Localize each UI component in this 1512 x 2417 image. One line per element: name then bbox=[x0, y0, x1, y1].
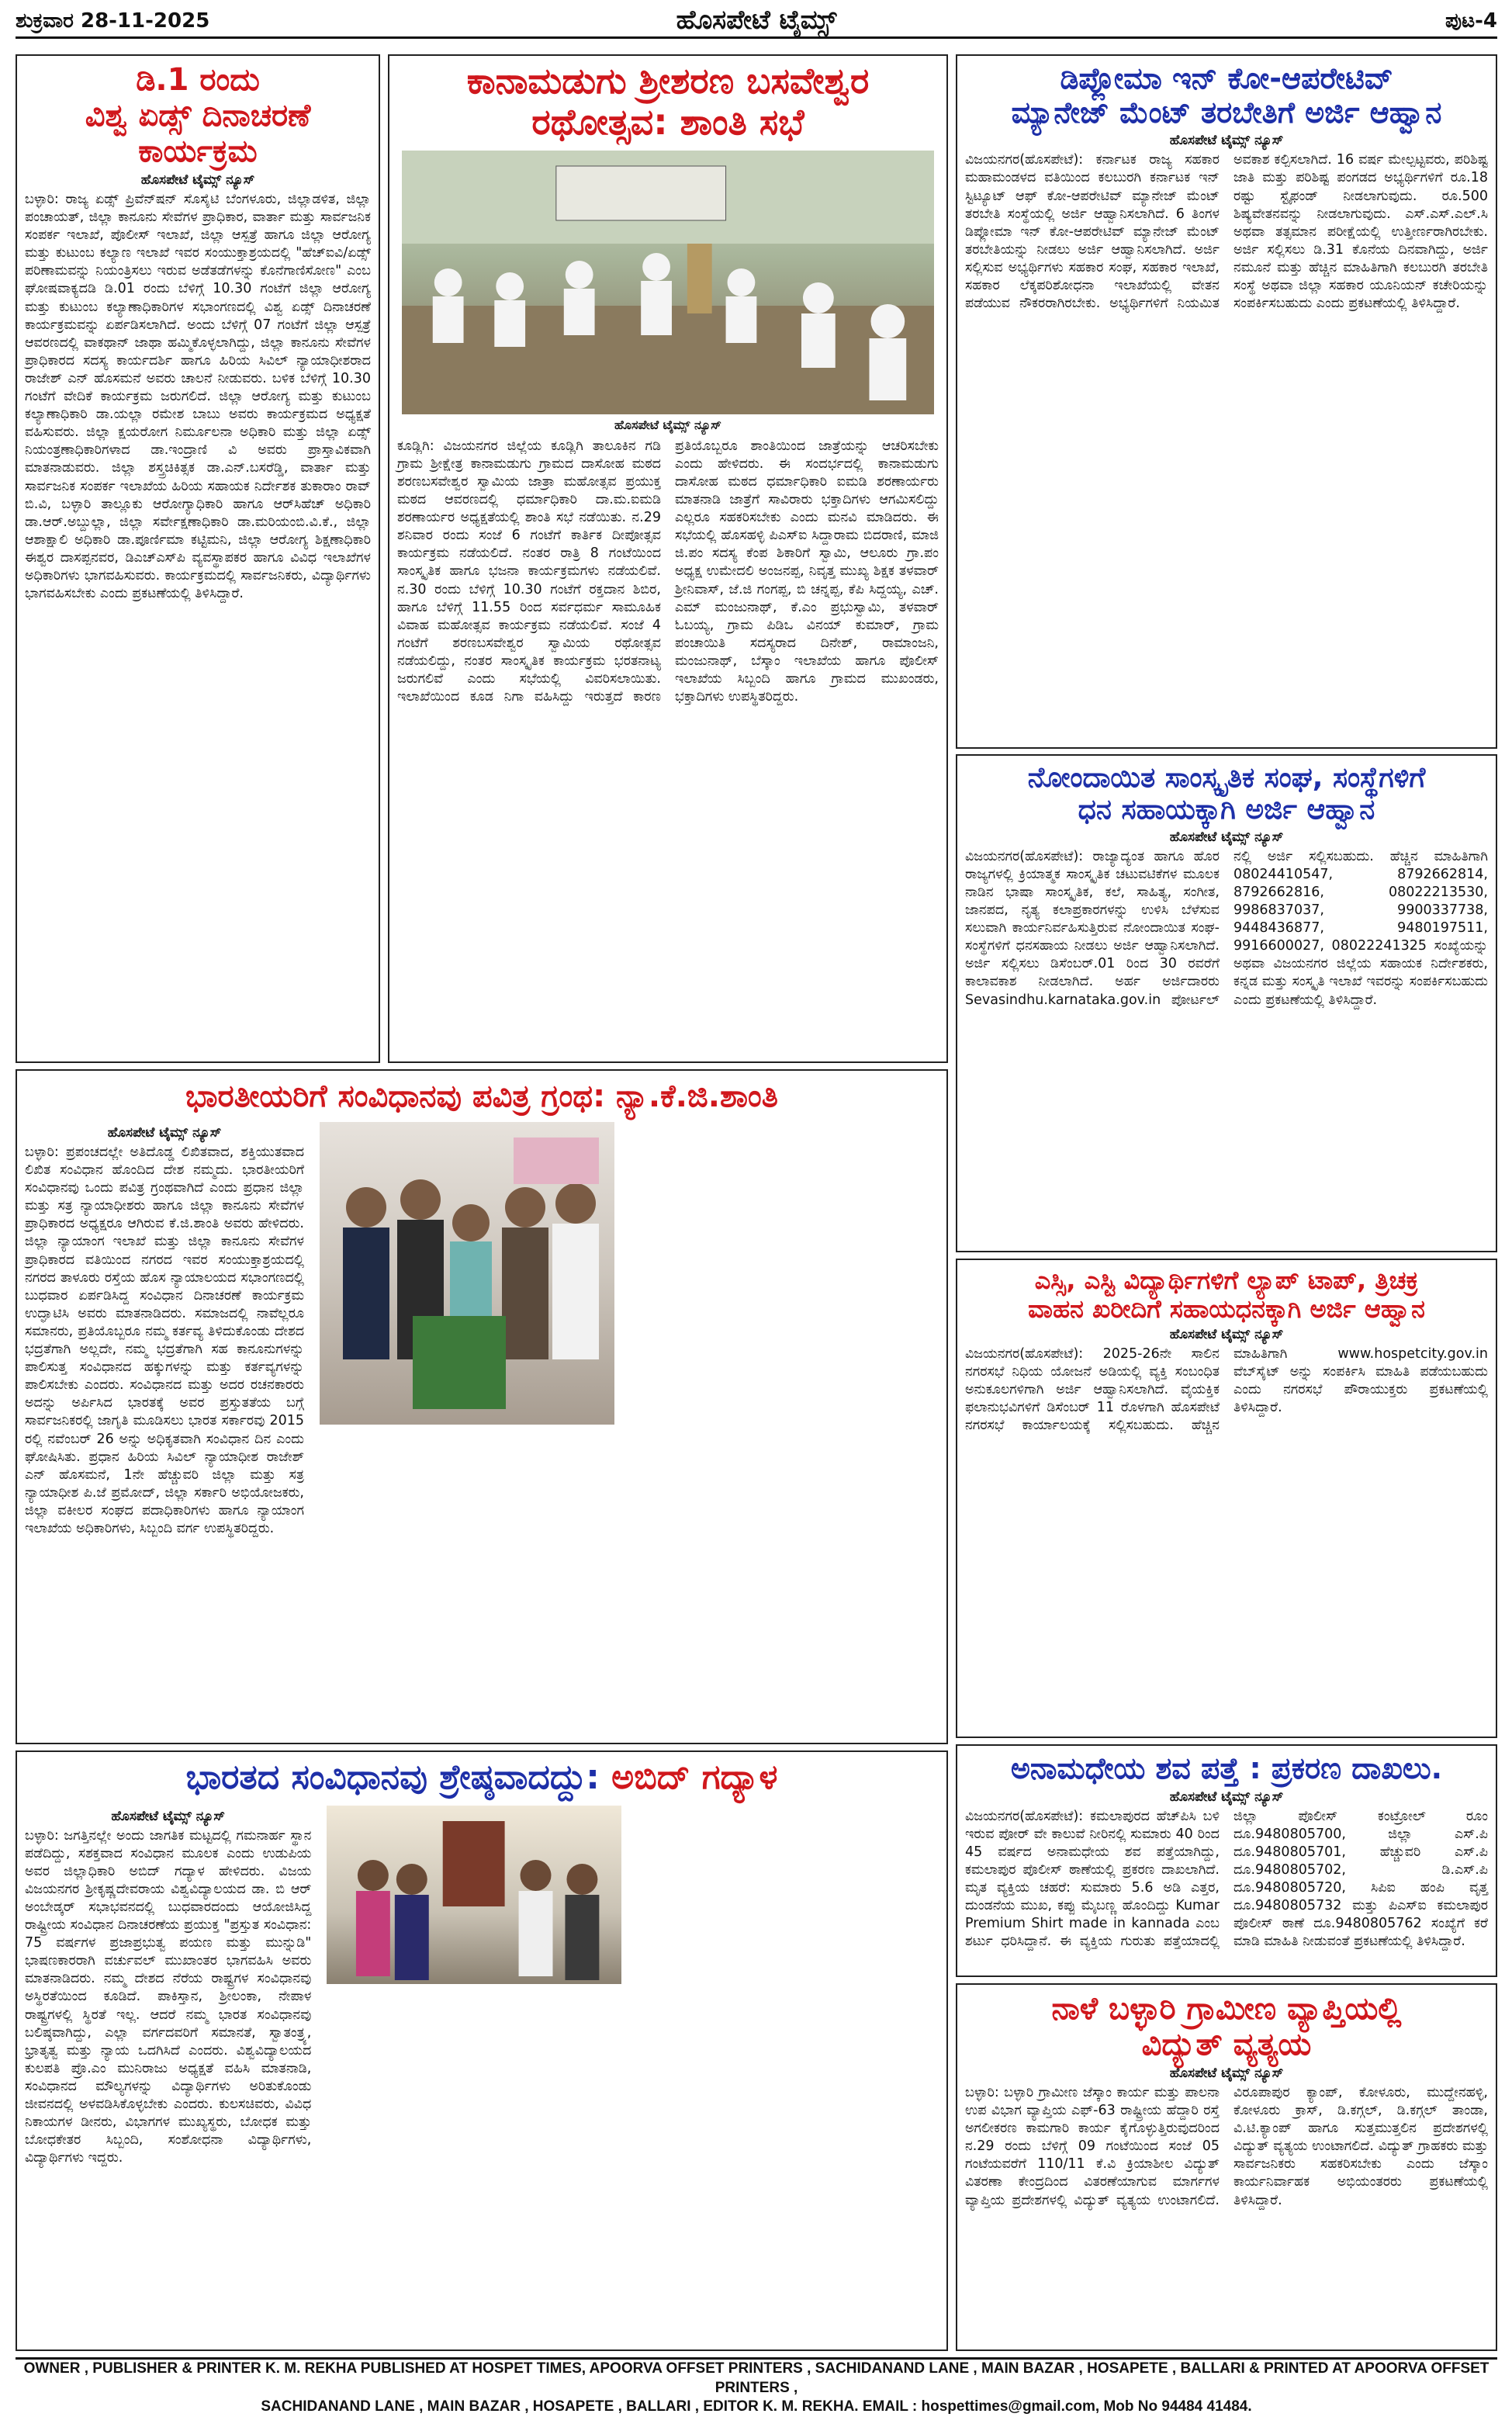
imprint-line: OWNER , PUBLISHER & PRINTER K. M. REKHA PUBLISHED AT HOSPET TIMES, APOORVA OFFSET PRINTERS , SACHIDANAND LANE , MAIN BAZAR , HOSAPETE , BALLARI & PRINTED AT APOORVA OFFSET PRINTERS , bbox=[23, 2360, 1490, 2396]
article-diploma bbox=[956, 54, 1497, 749]
byline: ಹೊಸಪೇಟೆ ಟೈಮ್ಸ್ ನ್ಯೂಸ್ bbox=[140, 172, 255, 188]
article-headline: ವಿಶ್ವ ಏಡ್ಸ್ ದಿನಾಚರಣೆ bbox=[85, 98, 311, 133]
article-body: ವಿಜಯನಗರ(ಹೊಸಪೇಟೆ): 2025-26ನೇ ಸಾಲಿನ ನಗರಸಭೆ ನಿಧಿಯ ಯೋಜನೆ ಅಡಿಯಲ್ಲಿ ವ್ಯಕ್ತಿ ಸಂಬಂಧಿತ ಅನುಕೂಲಗಳಿಗಾಗಿ ಅರ್ಜಿ ಆಹ್ವಾನಿಸಲಾಗಿದೆ. ವೈಯಕ್ತಿಕ ಫಲಾನುಭವಿಗಳಿಗೆ ಡಿಸೆಂಬರ್ 11 ರೊಳಗಾಗಿ ಹೊಸಪೇಟೆ ನಗರಸಭೆ ಕಾರ್ಯಾಲಯಕ್ಕೆ ಸಲ್ಲಿಸಬಹುದು. ಹೆಚ್ಚಿನ ಮಾಹಿತಿಗಾಗಿ www.hospetcity.gov.in ವೆಬ್‌ಸೈಟ್ ಅನ್ನು ಸಂಪರ್ಕಿಸಿ ಮಾಹಿತಿ ಪಡೆಯಬಹುದು ಎಂದು ನಗರಸಭೆ ಪೌರಾಯುಕ್ತರು ಪ್ರಕಟಣೆಯಲ್ಲಿ ತಿಳಿಸಿದ್ದಾರೆ. bbox=[965, 1345, 1488, 1433]
article-body: ಬಳ್ಳಾರಿ: ರಾಜ್ಯ ಏಡ್ಸ್ ಪ್ರಿವೆನ್‌ಷನ್ ಸೊಸೈಟಿ ಬೆಂಗಳೂರು, ಜಿಲ್ಲಾಡಳಿತ, ಜಿಲ್ಲಾ ಪಂಚಾಯತ್, ಜಿಲ್ಲಾ ಕಾನೂನು ಸೇವೆಗಳ ಪ್ರಾಧಿಕಾರ, ವಾರ್ತಾ ಮತ್ತು ಸಾರ್ವಜನಿಕ ಸಂಪರ್ಕ ಇಲಾಖೆ, ಪೊಲೀಸ್ ಇಲಾಖೆ, ಜಿಲ್ಲಾ ಆಸ್ಪತ್ರೆ ಹಾಗೂ ಜಿಲ್ಲಾ ಆರೋಗ್ಯ ಮತ್ತು ಕುಟುಂಬ ಕಲ್ಯಾಣ ಇಲಾಖೆ ಇವರ ಸಂಯುಕ್ತಾಶ್ರಯದಲ್ಲಿ "ಹೆಚ್‌ಐವಿ/ಏಡ್ಸ್ ಪರಿಣಾಮವನ್ನು ನಿಯಂತ್ರಿಸಲು ಇರುವ ಅಡೆತಡೆಗಳನ್ನು ಕೊನೆಗಾಣಿಸೋಣ" ಎಂಬ ಘೋಷವಾಕ್ಯದಡಿ ಡಿ.01 ರಂದು ಬೆಳಿಗ್ಗೆ 10.30 ಗಂಟೆಗೆ ಜಿಲ್ಲಾ ಆರೋಗ್ಯ ಮತ್ತು ಕುಟುಂಬ ಕಲ್ಯಾಣಾಧಿಕಾರಿಗಳ ಸಭಾಂಗಣದಲ್ಲಿ ವಿಶ್ವ ಏಡ್ಸ್ ದಿನಾಚರಣೆ ಕಾರ್ಯಕ್ರಮವನ್ನು ಏರ್ಪಡಿಸಲಾಗಿದೆ. ಅಂದು ಬೆಳಿಗ್ಗೆ 07 ಗಂಟೆಗೆ ಜಿಲ್ಲಾ ಆಸ್ಪತ್ರೆ ಆವರಣದಲ್ಲಿ ವಾಕಥಾನ್ ಜಾಥಾ ಹಮ್ಮಿಕೊಳ್ಳಲಾಗಿದ್ದು, ಜಿಲ್ಲಾ ಕಾನೂನು ಸೇವೆಗಳ ಪ್ರಾಧಿಕಾರದ ಸದಸ್ಯ ಕಾರ್ಯದರ್ಶಿ ಹಾಗೂ ಹಿರಿಯ ಸಿವಿಲ್ ನ್ಯಾಯಾಧೀಶರಾದ ರಾಜೇಶ್ ಎನ್ ಹೊಸಮನೆ ಅವರು ಚಾಲನೆ ನೀಡುವರು. ಬಳಿಕ ಬೆಳಿಗ್ಗೆ 10.30 ಗಂಟೆಗೆ ವೇದಿಕೆ ಕಾರ್ಯಕ್ರಮ ಜರುಗಲಿದೆ. ಜಿಲ್ಲಾ ಆರೋಗ್ಯ ಮತ್ತು ಕುಟುಂಬ ಕಲ್ಯಾಣಾಧಿಕಾರಿ ಡಾ.ಯಲ್ಲಾ ರಮೇಶ ಬಾಬು ಅವರು ಕಾರ್ಯಕ್ರಮದ ಅಧ್ಯಕ್ಷತೆ ವಹಿಸುವರು. ಜಿಲ್ಲಾ ಕ್ಷಯರೋಗ ನಿರ್ಮೂಲನಾ ಅಧಿಕಾರಿ ಮತ್ತು ಜಿಲ್ಲಾ ಏಡ್ಸ್ ನಿಯಂತ್ರಣಾಧಿಕಾರಿಗಳಾದ ಡಾ.ಇಂದ್ರಾಣಿ ವಿ ಅವರು ಪ್ರಾಸ್ತಾವಿಕವಾಗಿ ಮಾತನಾಡುವರು. ಜಿಲ್ಲಾ ಶಸ್ತ್ರಚಿಕಿತ್ಸಕ ಡಾ.ಎನ್.ಬಸರೆಡ್ಡಿ, ವಾರ್ತಾ ಮತ್ತು ಸಾರ್ವಜನಿಕ ಸಂಪರ್ಕ ಇಲಾಖೆಯ ಹಿರಿಯ ಸಹಾಯಕ ನಿರ್ದೇಶಕ ತುಕಾರಾಂ ರಾವ್ ಬಿ.ವಿ, ಬಳ್ಳಾರಿ ತಾಲ್ಲೂಕು ಆರೋಗ್ಯಾಧಿಕಾರಿ ಹಾಗೂ ಆರ್‌ಸಿಹೆಚ್ ಅಧಿಕಾರಿ ಡಾ.ಆರ್.ಅಬ್ದುಲ್ಲಾ, ಜಿಲ್ಲಾ ಸರ್ವೇಕ್ಷಣಾಧಿಕಾರಿ ಡಾ.ಮರಿಯಂಬಿ.ವಿ.ಕೆ., ಜಿಲ್ಲಾ ಆಶಾಕ್ಷಾಲಿ ಅಧಿಕಾರಿ ಡಾ.ಪೂರ್ಣಿಮಾ ಕಟ್ಟಿಮನಿ, ಜಿಲ್ಲಾ ಆರೋಗ್ಯ ಶಿಕ್ಷಣಾಧಿಕಾರಿ ಈಶ್ವರ ದಾಸಪ್ಪನವರ, ಡಿಎಚ್‌ಎಸ್‌ಪಿ ವ್ಯವಸ್ಥಾಪಕರ ಹಾಗೂ ವಿವಿಧ ಇಲಾಖೆಗಳ ಅಧಿಕಾರಿಗಳು ಭಾಗವಹಿಸುವರು. ಕಾರ್ಯಕ್ರಮದಲ್ಲಿ ಸಾರ್ವಜನಿಕರು, ವಿದ್ಯಾರ್ಥಿಗಳು ಭಾಗವಹಿಸಬೇಕು ಎಂದು ಪ್ರಕಟಣೆಯಲ್ಲಿ ತಿಳಿಸಿದ್ದಾರೆ. bbox=[25, 192, 371, 602]
article-cultural-grant bbox=[956, 754, 1497, 1252]
article-headline: ನಾಳೆ ಬಳ್ಳಾರಿ ಗ್ರಾಮೀಣ ವ್ಯಾಪ್ತಿಯಲ್ಲಿ bbox=[1051, 1991, 1402, 2027]
byline: ಹೊಸಪೇಟೆ ಟೈಮ್ಸ್ ನ್ಯೂಸ್ bbox=[1169, 1789, 1284, 1805]
article-headline: ವಿದ್ಯುತ್ ವ್ಯತ್ಯಯ bbox=[1141, 2027, 1312, 2062]
imprint-footer bbox=[16, 2357, 1497, 2415]
meeting-photo bbox=[402, 151, 934, 414]
page-number: ಪುಟ-4 bbox=[1445, 9, 1497, 33]
newspaper-title: ಹೊಸಪೇಟೆ ಟೈಮ್ಸ್ bbox=[676, 5, 837, 36]
article-headline: ವಾಹನ ಖರೀದಿಗೆ ಸಹಾಯಧನಕ್ಕಾಗಿ ಅರ್ಜಿ ಆಹ್ವಾನ bbox=[1028, 1293, 1425, 1324]
photo-caption: ಹೊಸಪೇಟೆ ಟೈಮ್ಸ್ ನ್ಯೂಸ್ bbox=[614, 417, 721, 432]
university-event-photo bbox=[327, 1806, 621, 1984]
article-headline: ಡಿ.1 ರಂದು bbox=[136, 62, 260, 98]
article-laptop-subsidy bbox=[956, 1259, 1497, 1738]
article-body: ಬಳ್ಳಾರಿ: ಜಗತ್ತಿನಲ್ಲೇ ಅಂದು ಜಾಗತಿಕ ಮಟ್ಟದಲ್ಲಿ ಗಮನಾರ್ಹ ಸ್ಥಾನ ಪಡೆದಿದ್ದು, ಸಶಕ್ತವಾದ ಸಂವಿಧಾನ ಮೂಲಕ ಎಂದು ಉಡುಪಿಯ ಅವರ ಜಿಲ್ಲಾಧಿಕಾರಿ ಅಬಿದ್ ಗದ್ಯಾಳ ಹೇಳಿದರು. ವಿಜಯ ವಿಜಯನಗರ ಶ್ರೀಕೃಷ್ಣದೇವರಾಯ ವಿಶ್ವವಿದ್ಯಾಲಯದ ಡಾ. ಬಿ ಆರ್ ಅಂಬೇಡ್ಕರ್ ಸಭಾಭವನದಲ್ಲಿ ಬುಧವಾರದಂದು ಆಯೋಜಿಸಿದ್ದ ರಾಷ್ಟ್ರೀಯ ಸಂವಿಧಾನ ದಿನಾಚರಣೆಯ ಪ್ರಯುಕ್ತ "ಪ್ರಸ್ತುತ ಸಂವಿಧಾನ: 75 ವರ್ಷಗಳ ಪ್ರಜಾಪ್ರಭುತ್ವ ಪಯಣ ಮತ್ತು ಮುನ್ನುಡಿ" ಭಾಷಣಕಾರರಾಗಿ ವರ್ಚುವಲ್ ಮುಖಾಂತರ ಭಾಗವಹಿಸಿ ಅವರು ಮಾತನಾಡಿದರು. ನಮ್ಮ ದೇಶದ ನೆರೆಯ ರಾಷ್ಟ್ರಗಳ ಸಂವಿಧಾನವು ಅಸ್ಥಿರತೆಯಿಂದ ಕೂಡಿದೆ. ಪಾಕಿಸ್ತಾನ, ಶ್ರೀಲಂಕಾ, ನೇಪಾಳ ರಾಷ್ಟ್ರಗಳಲ್ಲಿ ಸ್ಥಿರತೆ ಇಲ್ಲ. ಆದರೆ ನಮ್ಮ ಭಾರತ ಸಂವಿಧಾನವು ಬಲಿಷ್ಠವಾಗಿದ್ದು, ಎಲ್ಲಾ ವರ್ಗದವರಿಗೆ ಸಮಾನತೆ, ಸ್ವಾತಂತ್ರ್ಯ, ಭ್ರಾತೃತ್ವ ಮತ್ತು ನ್ಯಾಯ ಒದಗಿಸಿದೆ ಎಂದರು. ವಿಶ್ವವಿದ್ಯಾಲಯದ ಕುಲಪತಿ ಪ್ರೊ.ಎಂ ಮುನಿರಾಜು ಅಧ್ಯಕ್ಷತೆ ವಹಿಸಿ ಮಾತನಾಡಿ, ಸಂವಿಧಾನದ ಮೌಲ್ಯಗಳನ್ನು ವಿದ್ಯಾರ್ಥಿಗಳು ಅರಿತುಕೊಂಡು ಜೀವನದಲ್ಲಿ ಅಳವಡಿಸಿಕೊಳ್ಳಬೇಕು ಎಂದರು. ಕುಲಸಚಿವರು, ವಿವಿಧ ನಿಕಾಯಗಳ ಡೀನರು, ವಿಭಾಗಗಳ ಮುಖ್ಯಸ್ಥರು, ಬೋಧಕ ಮತ್ತು ಬೋಧಕೇತರ ಸಿಬ್ಬಂದಿ, ಸಂಶೋಧನಾ ವಿದ್ಯಾರ್ಥಿಗಳು, ವಿದ್ಯಾರ್ಥಿಗಳು ಇದ್ದರು. bbox=[25, 1827, 312, 2166]
byline: ಹೊಸಪೇಟೆ ಟೈಮ್ಸ್ ನ್ಯೂಸ್ bbox=[107, 1125, 222, 1141]
article-constitution-shanthi bbox=[16, 1069, 948, 1744]
article-body: ವಿಜಯನಗರ(ಹೊಸಪೇಟೆ): ಕರ್ನಾಟಕ ರಾಜ್ಯ ಸಹಕಾರ ಮಹಾಮಂಡಳದ ವತಿಯಿಂದ ಕಲಬುರಗಿ ಕರ್ನಾಟಕ ಇನ್ ಸ್ಟಿಟ್ಯೂಟ್ ಆಫ್ ಕೋ-ಆಪರೇಟಿವ್ ಮ್ಯಾನೇಜ್ ಮೆಂಟ್ ತರಬೇತಿ ಸಂಸ್ಥೆಯಲ್ಲಿ ಅರ್ಜಿ ಆಹ್ವಾನಿಸಲಾಗಿದೆ. 6 ತಿಂಗಳ ಡಿಪ್ಲೋಮಾ ಇನ್ ಕೋ-ಆಪರೇಟಿವ್ ಮ್ಯಾನೇಜ್ ಮೆಂಟ್ ತರಬೇತಿಯನ್ನು ನೀಡಲು ಅರ್ಜಿ ಆಹ್ವಾನಿಸಲಾಗಿದೆ. ಅರ್ಜಿ ಸಲ್ಲಿಸುವ ಅಭ್ಯರ್ಥಿಗಳು ಸಹಕಾರ ಸಂಘ, ಸಹಕಾರ ಇಲಾಖೆ, ಸಹಕಾರ ಲೆಕ್ಕಪರಿಶೋಧನಾ ಇಲಾಖೆಯಲ್ಲಿ ವೇತನ ಪಡೆಯುವ ನೌಕರರಾಗಿರಬೇಕು. ಅಭ್ಯರ್ಥಿಗಳಿಗೆ ನಿಯಮಿತ ಅವಕಾಶ ಕಲ್ಪಿಸಲಾಗಿದೆ. 16 ವರ್ಷ ಮೇಲ್ಪಟ್ಟವರು, ಪರಿಶಿಷ್ಟ ಜಾತಿ ಮತ್ತು ಪರಿಶಿಷ್ಟ ಪಂಗಡದ ಅಭ್ಯರ್ಥಿಗಳಿಗೆ ರೂ.18 ರಷ್ಟು ಸ್ಟೈಫಂಡ್ ನೀಡಲಾಗುವುದು. ರೂ.500 ಶಿಷ್ಯವೇತನವನ್ನು ನೀಡಲಾಗುವುದು. ಎಸ್.ಎಸ್.ಎಲ್.ಸಿ ಅಥವಾ ತತ್ಸಮಾನ ಪರೀಕ್ಷೆಯಲ್ಲಿ ಉತ್ತೀರ್ಣರಾಗಿರಬೇಕು. ಅರ್ಜಿ ಸಲ್ಲಿಸಲು ಡಿ.31 ಕೊನೆಯ ದಿನವಾಗಿದ್ದು, ಅರ್ಜಿ ನಮೂನೆ ಮತ್ತು ಹೆಚ್ಚಿನ ಮಾಹಿತಿಗಾಗಿ ಕಲಬುರಗಿ ತರಬೇತಿ ಸಂಸ್ಥೆ ಅಥವಾ ಜಿಲ್ಲಾ ಸಹಕಾರ ಯೂನಿಯನ್ ಕಚೇರಿಯನ್ನು ಸಂಪರ್ಕಿಸಬಹುದು ಎಂದು ಪ್ರಕಟಣೆಯಲ್ಲಿ ತಿಳಿಸಿದ್ದಾರೆ. bbox=[965, 152, 1488, 312]
article-constitution-abid bbox=[16, 1750, 948, 2351]
issue-date: ಶುಕ್ರವಾರ 28-11-2025 bbox=[16, 9, 210, 33]
article-body: ಕೂಡ್ಲಿಗಿ: ವಿಜಯನಗರ ಜಿಲ್ಲೆಯ ಕೂಡ್ಲಿಗಿ ತಾಲೂಕಿನ ಗಡಿ ಗ್ರಾಮ ಶ್ರೀಕ್ಷೇತ್ರ ಕಾನಾಮಡುಗು ಗ್ರಾಮದ ದಾಸೋಹ ಮಠದ ಶರಣಬಸವೇಶ್ವರ ಸ್ವಾಮಿಯ ಜಾತ್ರಾ ಮಹೋತ್ಸವ ಪ್ರಯುಕ್ತ ಮಠದ ಆವರಣದಲ್ಲಿ ಧರ್ಮಾಧಿಕಾರಿ ದಾ.ಮ.ಐಮಡಿ ಶರಣಾರ್ಯರ ಅಧ್ಯಕ್ಷತೆಯಲ್ಲಿ ಶಾಂತಿ ಸಭೆ ನಡೆಯಿತು. ನ.29 ಶನಿವಾರ ರಂದು ಸಂಜೆ 6 ಗಂಟೆಗೆ ಕಾರ್ತಿಕ ದೀಪೋತ್ಸವ ಕಾರ್ಯಕ್ರಮ ನಡೆಯಲಿದೆ. ನಂತರ ರಾತ್ರಿ 8 ಗಂಟೆಯಿಂದ ಸಾಂಸ್ಕೃತಿಕ ಹಾಗೂ ಭಜನಾ ಕಾರ್ಯಕ್ರಮಗಳು ನಡೆಯಲಿವೆ. ನ.30 ರಂದು ಬೆಳಿಗ್ಗೆ 10.30 ಗಂಟೆಗೆ ರಕ್ತದಾನ ಶಿಬಿರ, ಹಾಗೂ ಬೆಳಿಗ್ಗೆ 11.55 ರಿಂದ ಸರ್ವಧರ್ಮ ಸಾಮೂಹಿಕ ವಿವಾಹ ಮಹೋತ್ಸವ ಕಾರ್ಯಕ್ರಮ ನಡೆಯಲಿವೆ. ಸಂಜೆ 4 ಗಂಟೆಗೆ ಶರಣಬಸವೇಶ್ವರ ಸ್ವಾಮಿಯ ರಥೋತ್ಸವ ನಡೆಯಲಿದ್ದು, ನಂತರ ಸಾಂಸ್ಕೃತಿಕ ಕಾರ್ಯಕ್ರಮ ಭರತನಾಟ್ಯ ಜರುಗಲಿವೆ ಎಂದು ಸಭೆಯಲ್ಲಿ ವಿವರಿಸಲಾಯಿತು. ಇಲಾಖೆಯಿಂದ ಕೂಡ ನಿಗಾ ವಹಿಸಿದ್ದು ಇರುತ್ತದೆ ಕಾರಣ ಪ್ರತಿಯೊಬ್ಬರೂ ಶಾಂತಿಯಿಂದ ಜಾತ್ರೆಯನ್ನು ಆಚರಿಸಬೇಕು ಎಂದು ಹೇಳಿದರು. ಈ ಸಂದರ್ಭದಲ್ಲಿ ಕಾನಾಮಡುಗು ದಾಸೋಹ ಮಠದ ಧರ್ಮಾಧಿಕಾರಿ ಐಮಡಿ ಶರಣಾರ್ಯರು ಮಾತನಾಡಿ ಜಾತ್ರೆಗೆ ಸಾವಿರಾರು ಭಕ್ತಾದಿಗಳು ಆಗಮಿಸಲಿದ್ದು ಎಲ್ಲರೂ ಸಹಕರಿಸಬೇಕು ಎಂದು ಮನವಿ ಮಾಡಿದರು. ಈ ಸಭೆಯಲ್ಲಿ ಹೊಸಹಳ್ಳಿ ಪಿಎಸ್‌ಐ ಸಿದ್ದಾರಾಮ ಬಿದರಾಣಿ, ಮಾಜಿ ಜಿ.ಪಂ ಸದಸ್ಯ ಕೆಂಪ ಶಿಕಾರಿಗೆ ಸ್ವಾಮಿ, ಆಲೂರು ಗ್ರಾ.ಪಂ ಅಧ್ಯಕ್ಷ ಉಮೇದಲಿ ಅಂಜನಪ್ಪ, ನಿವೃತ್ತ ಮುಖ್ಯ ಶಿಕ್ಷಕ ತಳವಾರ್ ಶ್ರೀನಿವಾಸ್, ಜೆ.ಜಿ ಗಂಗಪ್ಪ, ಬಿ ಚನ್ನಪ್ಪ, ಕೆಪಿ ಸಿದ್ದಯ್ಯ, ಎಚ್. ಎಮ್ ಮಂಜುನಾಥ್, ಕೆ.ಎಂ ಪ್ರಭುಸ್ವಾಮಿ, ತಳವಾರ್ ಓಬಯ್ಯ, ಗ್ರಾಮ ಪಿಡಿಒ ವಿನಯ್ ಕುಮಾರ್, ಗ್ರಾಮ ಪಂಚಾಯಿತಿ ಸದಸ್ಯರಾದ ದಿನೇಶ್, ರಾಮಾಂಜನಿ, ಮಂಜುನಾಥ್, ಬೆಸ್ಕಾಂ ಇಲಾಖೆಯ ಹಾಗೂ ಪೊಲೀಸ್ ಇಲಾಖೆಯ ಸಿಬ್ಬಂದಿ ಹಾಗೂ ಗ್ರಾಮದ ಮುಖಂಡರು, ಭಕ್ತಾದಿಗಳು ಉಪಸ್ಥಿತರಿದ್ದರು. bbox=[397, 438, 939, 705]
byline: ಹೊಸಪೇಟೆ ಟೈಮ್ಸ್ ನ್ಯೂಸ್ bbox=[1169, 829, 1284, 845]
ceremony-photo-illustration bbox=[320, 1122, 614, 1425]
article-body: ವಿಜಯನಗರ(ಹೊಸಪೇಟೆ): ರಾಜ್ಯಾದ್ಯಂತ ಹಾಗೂ ಹೊರ ರಾಜ್ಯಗಳಲ್ಲಿ ಕ್ರಿಯಾತ್ಮಕ ಸಾಂಸ್ಕೃತಿಕ ಚಟುವಟಿಕೆಗಳ ಮೂಲಕ ನಾಡಿನ ಭಾಷಾ ಸಾಂಸ್ಕೃತಿಕ, ಕಲೆ, ಸಾಹಿತ್ಯ, ಸಂಗೀತ, ಜಾನಪದ, ನೃತ್ಯ ಕಲಾಪ್ರಕಾರಗಳನ್ನು ಉಳಿಸಿ ಬೆಳೆಸುವ ಸಲುವಾಗಿ ಕಾರ್ಯನಿರ್ವಹಿಸುತ್ತಿರುವ ನೋಂದಾಯಿತ ಸಂಘ-ಸಂಸ್ಥೆಗಳಿಗೆ ಧನಸಹಾಯ ನೀಡಲು ಅರ್ಜಿ ಆಹ್ವಾನಿಸಲಾಗಿದೆ. ಅರ್ಜಿ ಸಲ್ಲಿಸಲು ಡಿಸೆಂಬರ್.01 ರಿಂದ 30 ರವರೆಗೆ ಕಾಲಾವಕಾಶ ನೀಡಲಾಗಿದೆ. ಅರ್ಹ ಅರ್ಜಿದಾರರು Sevasindhu.karnataka.gov.in ಪೋರ್ಟಲ್ ನಲ್ಲಿ ಅರ್ಜಿ ಸಲ್ಲಿಸಬಹುದು. ಹೆಚ್ಚಿನ ಮಾಹಿತಿಗಾಗಿ 08024410547, 8792662814, 8792662816, 08022213530, 9986837037, 9900337738, 9448436877, 9480197511, 9916600027, 08022241325 ಸಂಖ್ಯೆಯನ್ನು ಅಥವಾ ವಿಜಯನಗರ ಜಿಲ್ಲೆಯ ಸಹಾಯಕ ನಿರ್ದೇಶಕರು, ಕನ್ನಡ ಮತ್ತು ಸಂಸ್ಕೃತಿ ಇಲಾಖೆ ಇವರನ್ನು ಸಂಪರ್ಕಿಸಬಹುದು ಎಂದು ಪ್ರಕಟಣೆಯಲ್ಲಿ ತಿಳಿಸಿದ್ದಾರೆ. bbox=[965, 848, 1488, 1008]
article-headline: ಭಾರತದ ಸಂವಿಧಾನವು ಶ್ರೇಷ್ಠವಾದದ್ದು: bbox=[185, 1757, 612, 1797]
article-power-outage bbox=[956, 1983, 1497, 2351]
article-headline: ಕಾನಾಮಡುಗು ಶ್ರೀಶರಣ ಬಸವೇಶ್ವರ bbox=[466, 60, 870, 102]
article-body: ಬಳ್ಳಾರಿ: ಬಳ್ಳಾರಿ ಗ್ರಾಮೀಣ ಜೆಸ್ಕಾಂ ಕಾರ್ಯ ಮತ್ತು ಪಾಲನಾ ಉಪ ವಿಭಾಗ ವ್ಯಾಪ್ತಿಯ ಎಫ್-63 ರಾಷ್ಟ್ರೀಯ ಹೆದ್ದಾರಿ ರಸ್ತೆ ಅಗಲೀಕರಣ ಕಾಮಗಾರಿ ಕಾರ್ಯ ಕೈಗೊಳ್ಳುತ್ತಿರುವುದರಿಂದ ನ.29 ರಂದು ಬೆಳಿಗ್ಗೆ 09 ಗಂಟೆಯಿಂದ ಸಂಜೆ 05 ಗಂಟೆಯವರೆಗೆ 110/11 ಕೆ.ವಿ ಕ್ರಿಯಾಶೀಲ ವಿದ್ಯುತ್ ವಿತರಣಾ ಕೇಂದ್ರದಿಂದ ವಿತರಣೆಯಾಗುವ ಮಾರ್ಗಗಳ ವ್ಯಾಪ್ತಿಯ ಪ್ರದೇಶಗಳಲ್ಲಿ ವಿದ್ಯುತ್ ವ್ಯತ್ಯಯ ಉಂಟಾಗಲಿದೆ. ವಿರೂಪಾಪುರ ಕ್ಯಾಂಪ್, ಕೋಳೂರು, ಮುದ್ದೇನಹಳ್ಳಿ, ಕೋಳೂರು ಕ್ರಾಸ್, ಡಿ.ಕಗ್ಗಲ್, ಡಿ.ಕಗ್ಗಲ್ ತಾಂಡಾ, ವಿ.ಟಿ.ಕ್ಯಾಂಪ್ ಹಾಗೂ ಸುತ್ತಮುತ್ತಲಿನ ಪ್ರದೇಶಗಳಲ್ಲಿ ವಿದ್ಯುತ್ ವ್ಯತ್ಯಯ ಉಂಟಾಗಲಿದೆ. ವಿದ್ಯುತ್ ಗ್ರಾಹಕರು ಮತ್ತು ಸಾರ್ವಜನಿಕರು ಸಹಕರಿಸಬೇಕು ಎಂದು ಜೆಸ್ಕಾಂ ಕಾರ್ಯನಿರ್ವಾಹಕ ಅಭಿಯಂತರರು ಪ್ರಕಟಣೆಯಲ್ಲಿ ತಿಳಿಸಿದ್ದಾರೆ. bbox=[965, 2085, 1488, 2208]
article-headline: ಕಾರ್ಯಕ್ರಮ bbox=[138, 133, 258, 169]
university-event-photo-illustration bbox=[327, 1806, 621, 1984]
article-headline: ಧನ ಸಹಾಯಕ್ಕಾಗಿ ಅರ್ಜಿ ಆಹ್ವಾನ bbox=[1078, 794, 1375, 826]
byline: ಹೊಸಪೇಟೆ ಟೈಮ್ಸ್ ನ್ಯೂಸ್ bbox=[111, 1808, 225, 1824]
article-headline: ನೋಂದಾಯಿತ ಸಾಂಸ್ಕೃತಿಕ ಸಂಘ, ಸಂಸ್ಥೆಗಳಿಗೆ bbox=[1027, 762, 1426, 794]
article-headline: ಮ್ಯಾನೇಜ್ ಮೆಂಟ್ ತರಬೇತಿಗೆ ಅರ್ಜಿ ಆಹ್ವಾನ bbox=[1011, 95, 1442, 130]
article-aids-day bbox=[16, 54, 380, 1063]
meeting-photo-illustration bbox=[402, 151, 934, 414]
article-headline: ರಥೋತ್ಸವ: ಶಾಂತಿ ಸಭೆ bbox=[531, 100, 804, 143]
ceremony-photo bbox=[320, 1122, 614, 1425]
masthead bbox=[16, 5, 1497, 39]
article-headline: ಡಿಪ್ಲೋಮಾ ಇನ್ ಕೋ-ಆಪರೇಟಿವ್ bbox=[1060, 61, 1393, 95]
byline: ಹೊಸಪೇಟೆ ಟೈಮ್ಸ್ ನ್ಯೂಸ್ bbox=[1169, 133, 1284, 149]
byline: ಹೊಸಪೇಟೆ ಟೈಮ್ಸ್ ನ್ಯೂಸ್ bbox=[1169, 1326, 1284, 1342]
article-body: ವಿಜಯನಗರ(ಹೊಸಪೇಟೆ): ಕಮಲಾಪುರದ ಹೆಚ್‌ಪಿಸಿ ಬಳಿ ಇರುವ ಪೋರ್ ವೇ ಕಾಲುವೆ ನೀರಿನಲ್ಲಿ ಸುಮಾರು 40 ರಿಂದ 45 ವರ್ಷದ ಅನಾಮಧೇಯ ಶವ ಪತ್ತೆಯಾಗಿದ್ದು, ಕಮಲಾಪುರ ಪೊಲೀಸ್ ಠಾಣೆಯಲ್ಲಿ ಪ್ರಕರಣ ದಾಖಲಾಗಿದೆ. ಮೃತ ವ್ಯಕ್ತಿಯ ಚಹರೆ: ಸುಮಾರು 5.6 ಅಡಿ ಎತ್ತರ, ದುಂಡನೆಯ ಮುಖ, ಕಪ್ಪು ಮೈಬಣ್ಣ ಹೊಂದಿದ್ದು Kumar Premium Shirt made in kannada ಎಂಬ ಶರ್ಟು ಧರಿಸಿದ್ದಾನೆ. ಈ ವ್ಯಕ್ತಿಯ ಗುರುತು ಪತ್ತೆಯಾದಲ್ಲಿ ಜಿಲ್ಲಾ ಪೊಲೀಸ್ ಕಂಟ್ರೋಲ್ ರೂಂ ದೂ.9480805700, ಜಿಲ್ಲಾ ಎಸ್.ಪಿ ದೂ.9480805701, ಹೆಚ್ಚುವರಿ ಎಸ್.ಪಿ ದೂ.9480805702, ಡಿ.ಎಸ್.ಪಿ ದೂ.9480805720, ಸಿಪಿಐ ಹಂಪಿ ವೃತ್ತ ದೂ.9480805732 ಮತ್ತು ಪಿಎಸ್‌ಐ ಕಮಲಾಪುರ ಪೊಲೀಸ್ ಠಾಣೆ ದೂ.9480805762 ಸಂಖ್ಯೆಗೆ ಕರೆ ಮಾಡಿ ಮಾಹಿತಿ ನೀಡುವಂತೆ ಪ್ರಕಟಣೆಯಲ್ಲಿ ತಿಳಿಸಿದ್ದಾರೆ. bbox=[965, 1808, 1488, 1950]
article-unidentified-body bbox=[956, 1744, 1497, 1977]
article-body: ಬಳ್ಳಾರಿ: ಪ್ರಪಂಚದಲ್ಲೇ ಅತಿದೊಡ್ಡ ಲಿಖಿತವಾದ, ಶಕ್ತಿಯುತವಾದ ಲಿಖಿತ ಸಂವಿಧಾನ ಹೊಂದಿದ ದೇಶ ನಮ್ಮದು. ಭಾರತೀಯರಿಗೆ ಸಂವಿಧಾನವು ಒಂದು ಪವಿತ್ರ ಗ್ರಂಥವಾಗಿದೆ ಎಂದು ಪ್ರಧಾನ ಜಿಲ್ಲಾ ಮತ್ತು ಸತ್ರ ನ್ಯಾಯಾಧೀಶರು ಹಾಗೂ ಜಿಲ್ಲಾ ಕಾನೂನು ಸೇವೆಗಳ ಪ್ರಾಧಿಕಾರದ ಅಧ್ಯಕ್ಷರೂ ಆಗಿರುವ ಕೆ.ಜಿ.ಶಾಂತಿ ಅವರು ಹೇಳಿದರು. ಜಿಲ್ಲಾ ನ್ಯಾಯಾಂಗ ಇಲಾಖೆ ಮತ್ತು ಜಿಲ್ಲಾ ಕಾನೂನು ಸೇವೆಗಳ ಪ್ರಾಧಿಕಾರದ ವತಿಯಿಂದ ನಗರದ ಇವರ ಸಂಯುಕ್ತಾಶ್ರಯದಲ್ಲಿ ನಗರದ ತಾಳೂರು ರಸ್ತೆಯ ಹೊಸ ನ್ಯಾಯಾಲಯದ ಸಭಾಂಗಣದಲ್ಲಿ ಬುಧವಾರ ಏರ್ಪಡಿಸಿದ್ದ ಸಂವಿಧಾನ ದಿನಾಚರಣೆ ಕಾರ್ಯಕ್ರಮ ಉದ್ಘಾಟಿಸಿ ಅವರು ಮಾತನಾಡಿದರು. ಸಮಾಜದಲ್ಲಿ ನಾವೆಲ್ಲರೂ ಸಮಾನರು, ಪ್ರತಿಯೊಬ್ಬರೂ ನಮ್ಮ ಕರ್ತವ್ಯ ತಿಳಿದುಕೊಂಡು ದೇಶದ ಭದ್ರತೆಗಾಗಿ ಅಲ್ಲದೇ, ನಮ್ಮ ಭದ್ರತೆಗಾಗಿ ಸಹ ಕಾನೂನುಗಳನ್ನು ಪಾಲಿಸುತ್ತ ಸಂವಿಧಾನದ ಹಕ್ಕುಗಳನ್ನು ಮತ್ತು ಕರ್ತವ್ಯಗಳನ್ನು ಪಾಲಿಸಬೇಕು ಎಂದರು. ಸಂವಿಧಾನದ ಮತ್ತು ಅದರ ರಚನಕಾರರು ಅದನ್ನು ಅರ್ಪಿಸಿದ ಭಾರತಕ್ಕೆ ಅವರ ಪ್ರಸ್ತುತತೆಯ ಬಗ್ಗೆ ಸಾರ್ವಜನಿಕರಲ್ಲಿ ಜಾಗೃತಿ ಮೂಡಿಸಲು ಭಾರತ ಸರ್ಕಾರವು 2015 ರಲ್ಲಿ ನವೆಂಬರ್ 26 ಅನ್ನು ಅಧಿಕೃತವಾಗಿ ಸಂವಿಧಾನ ದಿನ ಎಂದು ಘೋಷಿಸಿತು. ಪ್ರಧಾನ ಹಿರಿಯ ಸಿವಿಲ್ ನ್ಯಾಯಾಧೀಶ ರಾಜೇಶ್ ಎನ್ ಹೊಸಮನೆ, 1ನೇ ಹೆಚ್ಚುವರಿ ಜಿಲ್ಲಾ ಮತ್ತು ಸತ್ರ ನ್ಯಾಯಾಧೀಶ ಪಿ.ಜೆ ಪ್ರಮೋದ್, ಜಿಲ್ಲಾ ಸರ್ಕಾರಿ ಅಭಿಯೋಜಕರು, ಜಿಲ್ಲಾ ವಕೀಲರ ಸಂಘದ ಪದಾಧಿಕಾರಿಗಳು ಹಾಗೂ ನ್ಯಾಯಾಂಗ ಇಲಾಖೆಯ ಅಧಿಕಾರಿಗಳು, ಸಿಬ್ಬಂದಿ ವರ್ಗ ಉಪಸ್ಥಿತರಿದ್ದರು. bbox=[25, 1144, 304, 1536]
article-basaveshwara bbox=[388, 54, 948, 1063]
article-headline: ಎಸ್ಸಿ, ಎಸ್ಟಿ ವಿದ್ಯಾರ್ಥಿಗಳಿಗೆ ಲ್ಯಾಪ್ ಟಾಪ್, ತ್ರಿಚಕ್ರ bbox=[1034, 1266, 1419, 1295]
article-headline: ಅನಾಮಧೇಯ ಶವ ಪತ್ತೆ : ಪ್ರಕರಣ ದಾಖಲು. bbox=[1010, 1751, 1443, 1785]
article-headline-name: ಅಬಿದ್ ಗದ್ಯಾಳ bbox=[611, 1757, 778, 1797]
imprint-line: SACHIDANAND LANE , MAIN BAZAR , HOSAPETE , BALLARI , EDITOR K. M. REKHA. EMAIL : hospettimes@gmail.com, Mob No 94484 41484. bbox=[261, 2398, 1252, 2415]
byline: ಹೊಸಪೇಟೆ ಟೈಮ್ಸ್ ನ್ಯೂಸ್ bbox=[1169, 2066, 1284, 2081]
article-headline: ಭಾರತೀಯರಿಗೆ ಸಂವಿಧಾನವು ಪವಿತ್ರ ಗ್ರಂಥ: ನ್ಯಾ.ಕೆ.ಜಿ.ಶಾಂತಿ bbox=[185, 1079, 778, 1114]
